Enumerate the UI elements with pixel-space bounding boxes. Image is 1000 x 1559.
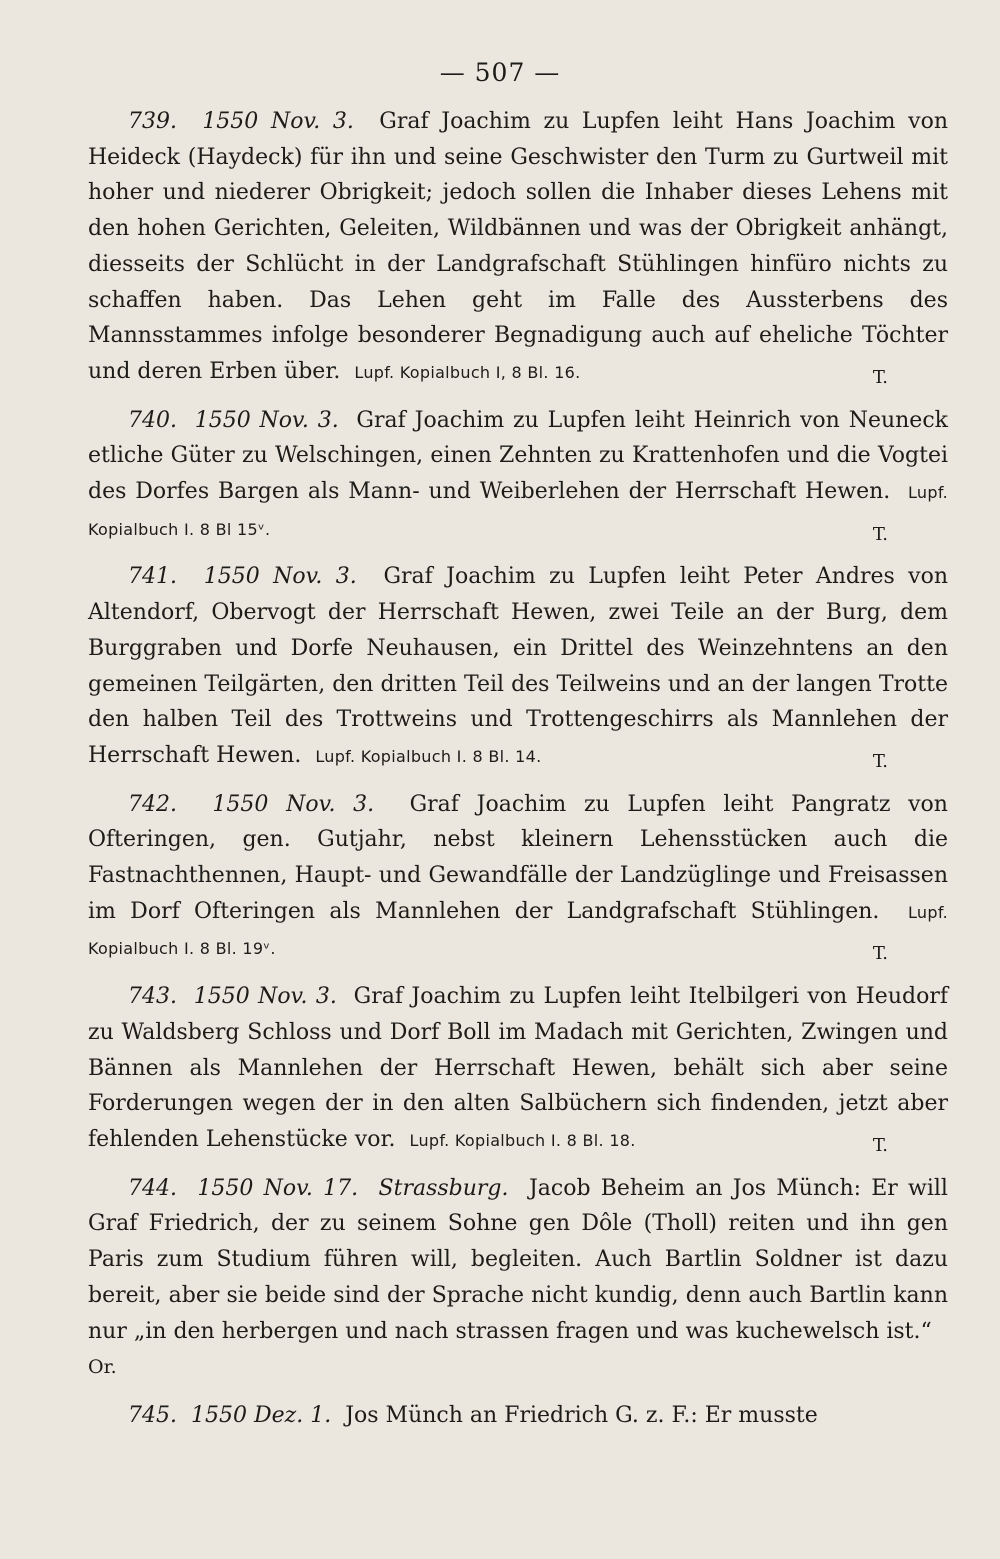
entry-source: Lupf. Kopialbuch I. 8 Bl. 18.: [409, 1130, 636, 1150]
entry-text: Graf Joachim zu Lupfen leiht Heinrich von Neuneck etliche Güter zu Welschingen, einen Zehnten zu Krattenhofen und die Vogtei des Dorfes Bargen als Mann- und Weiberlehen der Herrschaft Hewen.: [88, 407, 948, 505]
entry-sigle: T.: [872, 366, 888, 388]
regest-entry-744: [88, 1171, 948, 1386]
entry-number: 743.: [128, 984, 177, 1010]
entry-place: Strassburg.: [378, 1175, 509, 1201]
entry-source: Lupf. Kopialbuch I. 8 Bl. 19ᵛ.: [88, 902, 948, 959]
page-number: — 507 —: [439, 58, 561, 87]
entry-source: Lupf. Kopialbuch I, 8 Bl. 16.: [354, 362, 581, 382]
entry-sigle: T.: [872, 943, 888, 965]
regest-entry-745: [88, 1398, 948, 1434]
entry-date: 1550 Dez. 1.: [190, 1402, 332, 1428]
entry-number: 739.: [128, 109, 177, 134]
entry-sigle: Or.: [88, 1356, 117, 1379]
regest-entry-743: [88, 979, 948, 1159]
entry-text: Jacob Beheim an Jos Münch: Er will Graf Friedrich, der zu seinem Sohne gen Dôle (Tholl) reiten und ihn gen Paris zum Studium führen will, begleiten. Auch Bartlin Soldner ist dazu bereit, aber sie beide sind der Sprache nicht kundig, denn auch Bartlin kann nur „in den herbergen und nach strassen fragen und was kuchewelsch ist.“: [88, 1175, 948, 1344]
entry-source: Lupf. Kopialbuch I. 8 Bl. 14.: [315, 746, 542, 766]
entry-date: 1550 Nov. 3.: [203, 564, 357, 590]
entry-date: 1550 Nov. 3.: [202, 109, 354, 134]
entry-date: 1550 Nov. 17.: [197, 1175, 359, 1201]
entry-date: 1550 Nov. 3.: [193, 984, 337, 1010]
regesta-list: [88, 104, 948, 1446]
entry-text: Graf Joachim zu Lupfen leiht Hans Joachim von Heideck (Haydeck) für ihn und seine Geschwister den Turm zu Gurtweil mit hoher und niederer Obrigkeit; jedoch sollen die Inhaber dieses Lehens mit den hohen Gerichten, Geleiten, Wildbännen und was der Obrigkeit anhängt, diesseits der Schlücht in der Landgrafschaft Stühlingen hinfüro nichts zu schaffen haben. Das Lehen geht im Falle des Aussterbens des Mannsstammes infolge besonderer Begnadigung auch auf eheliche Töchter und deren Erben über.: [88, 109, 948, 384]
entry-number: 744.: [128, 1175, 177, 1201]
regest-entry-742: [88, 787, 948, 968]
regest-entry-739: [88, 104, 948, 391]
entry-text: Graf Joachim zu Lupfen leiht Peter Andres von Altendorf, Obervogt der Herrschaft Hewen, zwei Teile an der Burg, dem Burggraben und Dorfe Neuhausen, ein Drittel des Weinzehntens an den gemeinen Teilgärten, den dritten Teil des Teilweins und an der langen Trotte den halben Teil des Trottweins und Trottengeschirrs als Mannlehen der Herrschaft Hewen.: [88, 564, 948, 768]
entry-number: 740.: [128, 407, 177, 433]
entry-sigle: T.: [872, 523, 888, 545]
entry-date: 1550 Nov. 3.: [212, 791, 375, 817]
entry-sigle: T.: [872, 750, 888, 772]
entry-text: Graf Joachim zu Lupfen leiht Itelbilgeri von Heudorf zu Waldsberg Schloss und Dorf Boll im Madach mit Gerichten, Zwingen und Bännen als Mannlehen der Herrschaft Hewen, behält sich aber seine Forderungen wegen der in den alten Salbüchern sich findenden, jetzt aber fehlenden Lehenstücke vor.: [88, 984, 948, 1152]
regest-entry-741: [88, 559, 948, 774]
entry-number: 745.: [128, 1402, 177, 1428]
entry-date: 1550 Nov. 3.: [194, 407, 339, 433]
entry-text: Graf Joachim zu Lupfen leiht Pangratz von Ofteringen, gen. Gutjahr, nebst kleinern Lehensstücken auch die Fastnachthennen, Haupt- und Gewandfälle der Landzüglinge und Freisassen im Dorf Ofteringen als Mannlehen der Landgrafschaft Stühlingen.: [88, 791, 948, 924]
regest-entry-740: [88, 403, 948, 548]
entry-number: 741.: [128, 564, 177, 590]
entry-number: 742.: [128, 791, 177, 817]
entry-sigle: T.: [872, 1134, 888, 1156]
entry-source: Lupf. Kopialbuch I. 8 Bl 15ᵛ.: [88, 483, 948, 539]
entry-text: Jos Münch an Friedrich G. z. F.: Er musste: [345, 1402, 818, 1428]
